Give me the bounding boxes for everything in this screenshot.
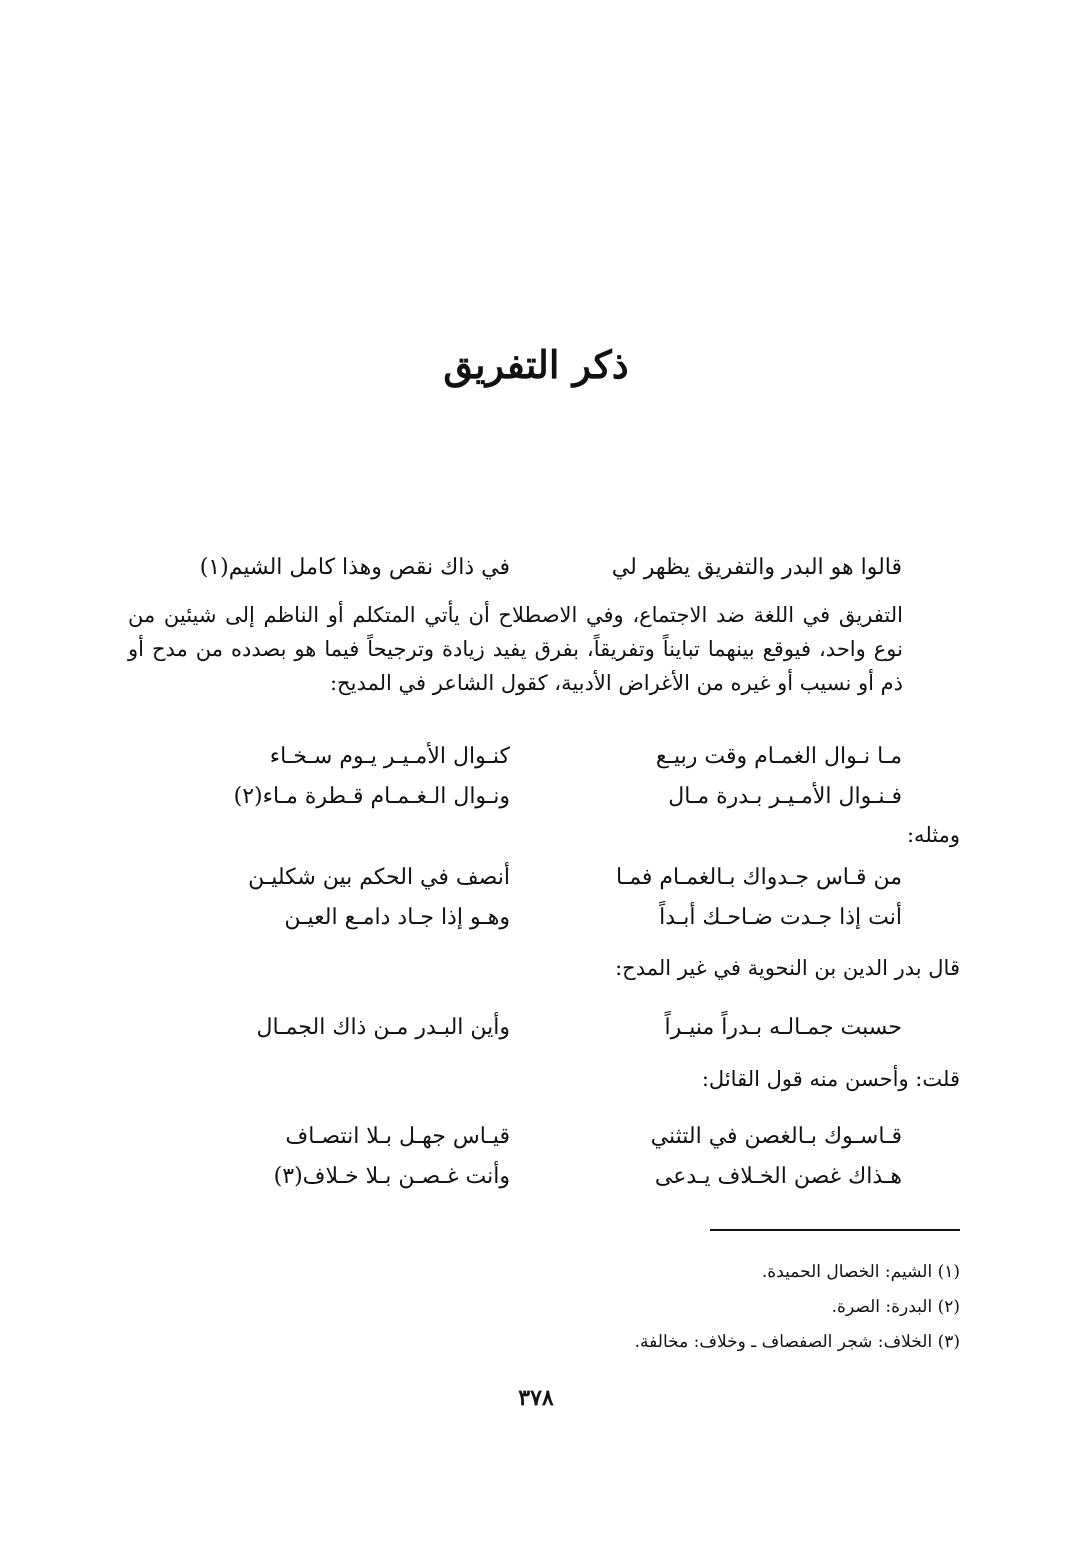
poem2-verse-1 bbox=[180, 858, 902, 898]
poem4-verse-1 bbox=[180, 1117, 902, 1157]
label-mithluh: ومثله: bbox=[906, 823, 960, 847]
verse-second-hemistich: كنـوال الأمـيـر يـوم سـخـاء bbox=[269, 744, 510, 769]
verse-first-hemistich: أنت إذا جـدت ضـاحـك أبـداً bbox=[659, 905, 902, 930]
verse-second-hemistich: قيـاس جهـل بـلا انتصـاف bbox=[285, 1124, 510, 1149]
label-badr-al-din: قال بدر الدين بن النحوية في غير المدح: bbox=[615, 956, 960, 980]
verse-second-hemistich: وهـو إذا جـاد دامـع العيـن bbox=[284, 905, 510, 930]
poem3-verse-1 bbox=[180, 1008, 902, 1048]
verse-second-hemistich: وأين البـدر مـن ذاك الجمـال bbox=[256, 1015, 510, 1040]
footnote-2: (٢) البدرة: الصرة. bbox=[831, 1297, 960, 1317]
footnote-3: (٣) الخلاف: شجر الصفصاف ـ وخلاف: مخالفة. bbox=[634, 1332, 960, 1352]
footnote-1: (١) الشيم: الخصال الحميدة. bbox=[761, 1262, 960, 1282]
verse-second-hemistich: وأنت غـصـن بـلا خـلاف(٣) bbox=[273, 1164, 510, 1189]
verse-first-hemistich: مـا نـوال الغمـام وقت ربيـع bbox=[655, 744, 902, 769]
chapter-title: ذكر التفريق bbox=[443, 342, 629, 387]
verse-first-hemistich: من قـاس جـدواك بـالغمـام فمـا bbox=[616, 865, 902, 890]
footnote-divider bbox=[710, 1229, 960, 1231]
opening-verse bbox=[180, 548, 902, 588]
verse-second-hemistich: أنصف في الحكم بين شكليـن bbox=[248, 865, 510, 890]
verse-first-hemistich: قالوا هو البدر والتفريق يظهر لي bbox=[611, 555, 902, 580]
verse-second-hemistich: ونـوال الـغـمـام قـطرة مـاء(٢) bbox=[233, 784, 510, 809]
poem2-verse-2 bbox=[180, 898, 902, 938]
poem1-verse-1 bbox=[180, 737, 902, 777]
page-number: ٣٧٨ bbox=[518, 1385, 554, 1411]
verse-first-hemistich: فـنـوال الأمـيـر بـدرة مـال bbox=[668, 784, 902, 809]
verse-first-hemistich: حسبت جمـالـه بـدراً منيـراً bbox=[664, 1015, 902, 1040]
footnotes bbox=[360, 1255, 960, 1360]
verse-first-hemistich: هـذاك غصن الخـلاف يـدعى bbox=[654, 1164, 902, 1189]
label-qultu: قلت: وأحسن منه قول القائل: bbox=[701, 1067, 960, 1091]
intro-paragraph bbox=[128, 598, 903, 700]
poem1-verse-2 bbox=[180, 777, 902, 817]
poem4-verse-2 bbox=[180, 1157, 902, 1197]
verse-second-hemistich: في ذاك نقص وهذا كامل الشيم(١) bbox=[199, 555, 510, 580]
verse-first-hemistich: قـاسـوك بـالغصن في التثني bbox=[650, 1124, 902, 1149]
intro-text: التفريق في اللغة ضد الاجتماع، وفي الاصطلاح أن يأتي المتكلم أو الناظم إلى شيئين من نوع واحد، فيوقع بينهما تبايناً وتفريقاً، بفرق يفيد زيادة وترجيحاً فيما هو بصدده من مدح أو ذم أو نسيب أو غيره من الأغراض الأدبية، كقول الشاعر في المديح: bbox=[128, 603, 903, 695]
